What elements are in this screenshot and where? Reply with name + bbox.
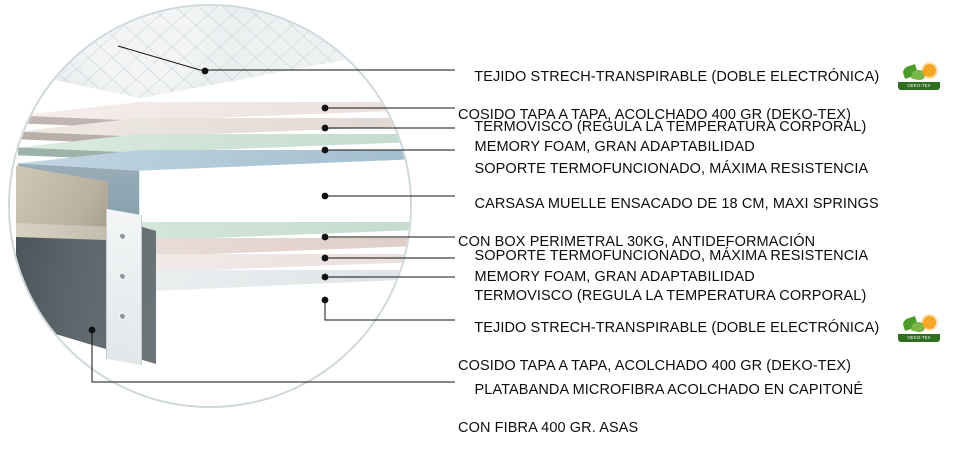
label-line-2: CON FIBRA 400 GR. ASAS [458,420,639,436]
label-line-1: TERMOVISCO (REGULA LA TEMPERATURA CORPORAL) [474,288,867,304]
oeko-tex-badge-bottom [898,312,940,342]
mattress-cutaway-illustration [8,4,428,424]
sun-icon [923,316,936,329]
label-plataband-microfibra [458,362,863,476]
capitone-panel [106,209,142,365]
label-line-2: COSIDO TAPA A TAPA, ACOLCHADO 400 GR (DEKO-TEX) [458,107,852,123]
sun-icon [923,64,936,77]
label-line-2: COSIDO TAPA A TAPA, ACOLCHADO 400 GR (DEKO-TEX) [458,358,852,374]
label-line-1: CARSASA MUELLE ENSACADO DE 18 CM, MAXI SPRINGS [474,196,879,212]
label-line-1: MEMORY FOAM, GRAN ADAPTABILIDAD [474,139,755,155]
label-line-2: CON BOX PERIMETRAL 30KG, ANTIDEFORMACIÓN [458,234,816,250]
label-line-1: MEMORY FOAM, GRAN ADAPTABILIDAD [474,269,755,285]
circle-clip [10,6,410,406]
badge-caption: OEKO-TEX [898,82,940,90]
capitone-stud [120,233,125,239]
label-line-1: SOPORTE TERMOFUNCIONADO, MÁXIMA RESISTENCIA [474,161,869,177]
label-line-1: SOPORTE TERMOFUNCIONADO, MÁXIMA RESISTENCIA [474,248,869,264]
capitone-stud [120,273,125,279]
label-line-1: TEJIDO STRECH-TRANSPIRABLE (DOBLE ELECTRÓNICA) [474,69,880,85]
badge-caption: OEKO-TEX [898,334,940,342]
label-line-1: TERMOVISCO (REGULA LA TEMPERATURA CORPORAL) [474,119,867,135]
capitone-stud [120,313,125,319]
label-line-1: TEJIDO STRECH-TRANSPIRABLE (DOBLE ELECTRÓNICA) [474,320,880,336]
mattress-body [10,6,410,406]
oeko-tex-badge-top [898,60,940,90]
label-line-1: PLATABANDA MICROFIBRA ACOLCHADO EN CAPITONÉ [474,382,864,398]
